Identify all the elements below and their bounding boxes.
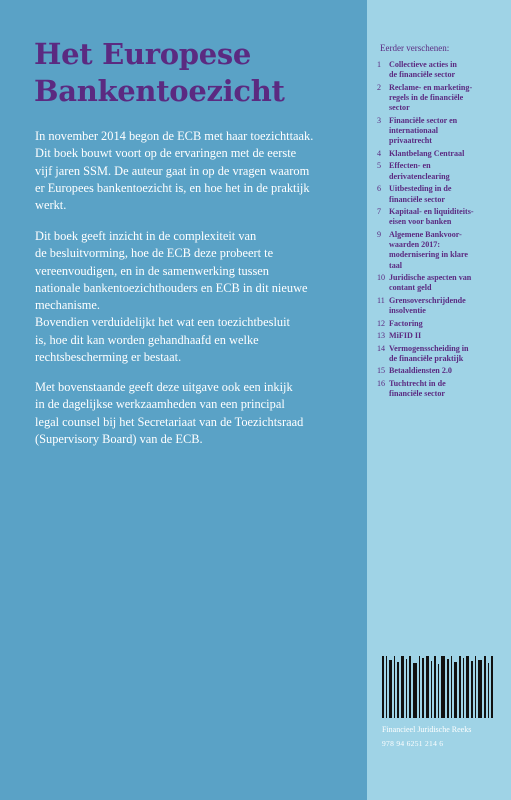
book-title-entry: Tuchtrecht in de financiële sector — [389, 378, 446, 399]
book-title-line-1: Het Europese — [34, 37, 252, 71]
series-book-item — [377, 230, 507, 271]
blurb-line: Dit boek geeft inzicht in de complexiteit van — [35, 229, 257, 243]
blurb-line: mechanisme. — [35, 298, 101, 313]
book-number: 7 — [377, 206, 382, 216]
book-title — [34, 36, 354, 110]
series-book-item — [377, 273, 507, 294]
series-book-item — [377, 149, 507, 159]
blurb-line: er Europees bankentoezicht is, en hoe het in de praktijk — [35, 180, 310, 195]
series-heading: Eerder verschenen: — [380, 43, 450, 53]
series-book-item — [377, 161, 507, 182]
series-book-item — [377, 184, 507, 205]
book-title-entry: Betaaldiensten 2.0 — [389, 366, 452, 376]
book-number: 13 — [377, 331, 386, 341]
book-title-entry: MiFID II — [389, 331, 422, 341]
book-number: 5 — [377, 161, 382, 171]
book-title-entry: Algemene Bankvoor- waarden 2017: modernisering in klare taal — [389, 229, 468, 270]
blurb-paragraph-3 — [35, 379, 355, 448]
series-book-item — [377, 207, 507, 228]
book-title-entry: Vermogensscheiding in de financiële praktijk — [389, 343, 469, 363]
book-title-entry: Effecten- en derivatenclearing — [389, 161, 450, 181]
book-number: 1 — [377, 60, 382, 69]
book-number: 12 — [377, 318, 386, 328]
blurb-line: is, hoe dit kan worden gehandhaafd en welke — [35, 332, 259, 347]
book-title-line-2: Bankentoezicht — [34, 74, 285, 108]
book-title-entry: Klantbelang Centraal — [389, 148, 465, 158]
series-book-item — [377, 83, 507, 114]
series-book-item — [377, 366, 507, 376]
series-publisher: Financieel Juridische Reeks — [382, 725, 472, 734]
book-title-entry: Collectieve acties in de financiële sector — [389, 60, 457, 80]
blurb-line: werkt. — [35, 198, 67, 213]
book-number: 6 — [377, 184, 382, 194]
blurb-line: vijf jaren SSM. De auteur gaat in op de vragen waarom — [35, 163, 310, 178]
book-title-entry: Reclame- en marketing- regels in de financiële sector — [389, 82, 473, 113]
blurb-line: In november 2014 begon de ECB met haar toezichttaak. — [35, 129, 314, 143]
blurb-line: in de dagelijkse werkzaamheden van een principal — [35, 397, 285, 412]
series-book-item — [377, 60, 507, 81]
blurb-line: (Supervisory Board) van de ECB. — [35, 431, 203, 446]
book-title-entry: Factoring — [389, 318, 423, 328]
book-title-entry: Kapitaal- en liquiditeits- eisen voor banken — [389, 206, 474, 227]
book-number: 3 — [377, 115, 382, 125]
book-number: 14 — [377, 343, 386, 353]
series-book-list — [377, 60, 507, 402]
blurb-line: de besluitvorming, hoe de ECB deze probeert te — [35, 246, 274, 261]
blurb-line: nationale bankentoezichthouders en ECB in dit nieuwe — [35, 280, 308, 295]
book-number: 10 — [377, 273, 386, 283]
book-number: 15 — [377, 366, 386, 376]
barcode-graphic — [380, 656, 495, 718]
book-title-entry: Juridische aspecten van contant geld — [389, 273, 472, 293]
blurb-line: legal counsel bij het Secretariaat van de Toezichtsraad — [35, 414, 304, 429]
book-number: 2 — [377, 82, 382, 92]
blurb-line: Met bovenstaande geeft deze uitgave ook een inkijk — [35, 380, 293, 394]
book-title-entry: Financiële sector en internationaal privaatrecht — [389, 115, 458, 146]
series-book-item — [377, 116, 507, 147]
series-book-item — [377, 331, 507, 341]
blurb-line: Dit boek bouwt voort op de ervaringen met de eerste — [35, 146, 297, 161]
book-number: 4 — [377, 148, 382, 158]
series-book-item — [377, 379, 507, 400]
book-number: 11 — [377, 295, 385, 305]
series-book-item — [377, 344, 507, 365]
blurb-line: rechtsbescherming er bestaat. — [35, 350, 182, 365]
book-title-entry: Uitbesteding in de financiële sector — [389, 184, 452, 204]
book-title-entry: Grensoverschrijdende insolventie — [389, 295, 466, 316]
book-number: 9 — [377, 229, 382, 239]
blurb-line: Bovendien verduidelijkt het wat een toezichtbesluit — [35, 315, 290, 330]
isbn-number: 978 94 6251 214 6 — [382, 739, 444, 748]
blurb-line: vereenvoudigen, en in de samenwerking tussen — [35, 263, 269, 278]
blurb-paragraph-1 — [35, 128, 355, 214]
series-book-item — [377, 319, 507, 329]
series-book-item — [377, 296, 507, 317]
blurb-paragraph-2 — [35, 228, 355, 366]
book-number: 16 — [377, 378, 386, 388]
